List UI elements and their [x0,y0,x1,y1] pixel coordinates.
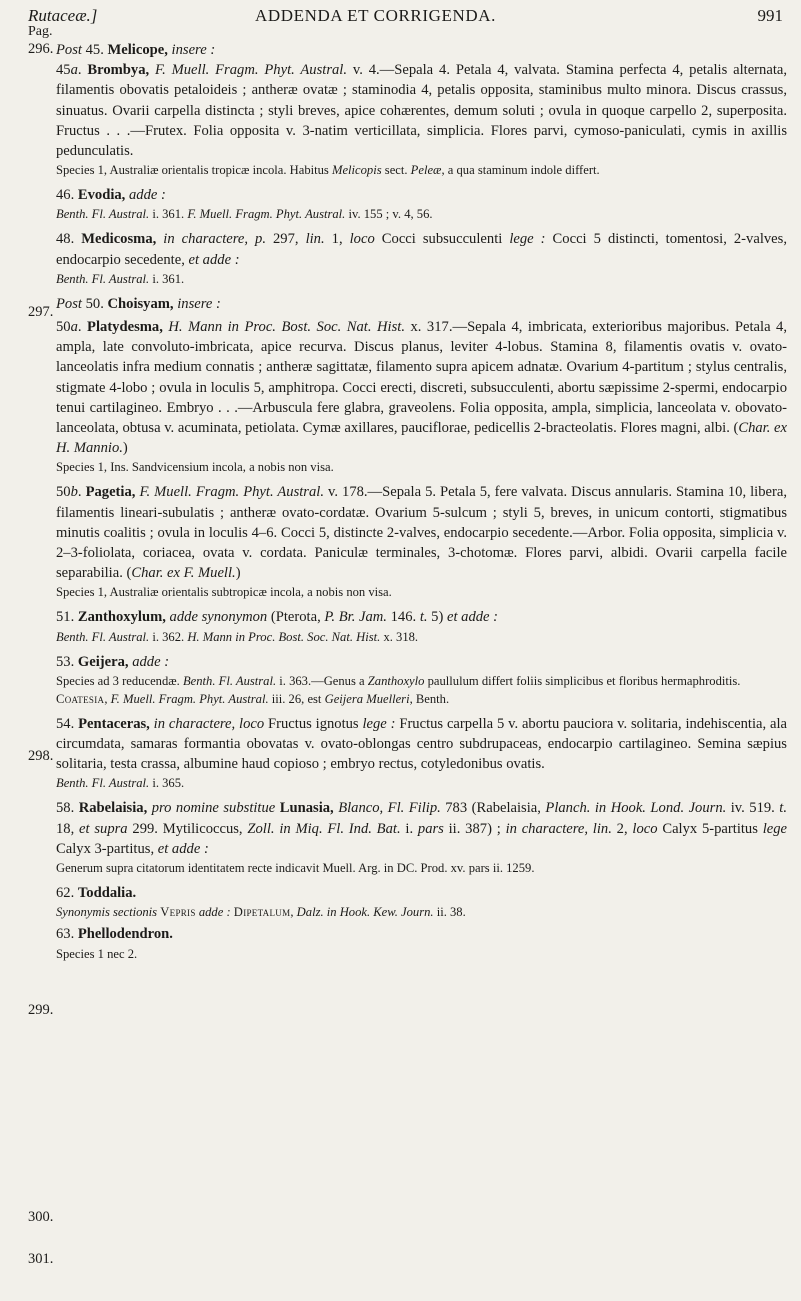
entry-medicosma: 48. Medicosma, in charactere, p. 297, lin. 1, loco Cocci subsucculenti lege : Cocci 5 distincti, tomentosi, 2-valves, endocarpio secedente, et adde : [56,231,787,268]
running-header [28,0,783,30]
entry-rabelaisia-note: Generum supra citatorum identitatem recte indicavit Muell. Arg. in DC. Prod. xv. pars ii. 1259. [56,861,535,876]
entry-evodia-note: Benth. Fl. Austral. i. 361. F. Muell. Fragm. Phyt. Austral. iv. 155 ; v. 4, 56. [56,207,433,222]
entry-geijera-note: Species ad 3 reducendæ. Benth. Fl. Austral. i. 363.—Genus a Zanthoxylo paullulum differt foliis simplicibus et floribus hermaphroditis. [56,673,741,688]
entries-column [56,40,787,963]
entry-post-50: Post 50. Choisyam, insere : [56,295,221,312]
header-page-number: 991 [757,6,783,25]
entry-pentaceras: 54. Pentaceras, in charactere, loco Fructus ignotus lege : Fructus carpella 5 v. abortu pauciora v. solitaria, indehiscentia, ala circumdata, samaras formantia obovatas v. ovato-oblongas centro subdrupaceas, endocarpio cartilagineo. Semina sæpius solitaria, testa crassa, albumine haud copioso ; embryo rectus, cotyledonibus ovatis. [56,715,787,773]
entry-rabelaisia: 58. Rabelaisia, pro nomine substitue Lunasia, Blanco, Fl. Filip. 783 (Rabelaisia, Planch. in Hook. Lond. Journ. iv. 519. t. 18, et supra 299. Mytilicoccus, Zoll. in Miq. Fl. Ind. Bat. i. pars ii. 387) ; in charactere, lin. 2, loco Calyx 5-partitus lege Calyx 3-partitus, et adde : [56,800,788,857]
entry-phellodendron: 63. Phellodendron. [56,926,173,943]
entry-zanthoxylum: 51. Zanthoxylum, adde synonymon (Pterota, P. Br. Jam. 146. t. 5) et adde : [56,609,499,626]
entry-zanthoxylum-note: Benth. Fl. Austral. i. 362. H. Mann in Proc. Bost. Soc. Nat. Hist. x. 318. [56,629,419,644]
margin-page-297: 297. [28,304,54,320]
entry-pagetia: 50b. Pagetia, F. Muell. Fragm. Phyt. Austral. v. 178.—Sepala 5. Petala 5, fere valvata. Discus annularis. Stamina 10, libera, filamentis lineari-subulatis ; antheræ ovato-cordatæ. Ovarium 5-sulcum ; styli 5, breves, in unicum contorti, stigmatibus minutis coalitis ; ovula in loculis 4–6. Cocci 5, distincte 2-valves, endocarpio secedente.—Arbor. Folia opposita, simplicia v. 2–3-foliolata, coriacea, ovata v. cordata. Paniculæ terminales, 3-chotomæ. Flores parvi, albidi. Ovarii carpella facile separabilia. (Char. ex F. Muell.) [56,484,788,582]
entry-platydesma: 50a. Platydesma, H. Mann in Proc. Bost. Soc. Nat. Hist. x. 317.—Sepala 4, imbricata, exterioribus majoribus. Petala 4, ampla, late convoluto-imbricata, apice recurva. Discus planus, leviter 4-lobus. Stamina 8, filamentis ovatis v. ovato-lanceolatis infra medium connatis ; antheræ sagittatæ, filamento supra apicem adnatæ. Ovarium 4-partitum ; stylus centralis, stigmate 4-lobo ; ovula in loculis 5, amphitropa. Cocci erecti, discreti, subsucculenti, abortu sæpissime 2-spermi, endocarpio tenui cartilagineo. Embryo . . .—Arbuscula fere glabra, graveolens. Folia opposita, ampla, simplicia, lanceolata v. obovato-lanceolata, obtusa v. acuminata, petiolata. Cymæ axillares, pauciflorae, pedicellis 2-bracteolatis. Flores magni, albi. (Char. ex H. Mannio.) [56,319,788,457]
entry-brombya: 45a. Brombya, F. Muell. Fragm. Phyt. Austral. v. 4.—Sepala 4. Petala 4, valvata. Stamina perfecta 4, petalis alternata, filamentis obovatis petaloideis ; antheræ ovatæ ; staminodia 4, petalis opposita, staminibus multo minora. Discus crassus, sinuatus. Ovarii carpella distincta ; styli breves, apice cohærentes, demum soluti ; ovula in quoque carpello 2, superposita. Fructus . . .—Frutex. Folia opposita v. 3-natim verticillata, simplicia. Flores parvi, cymoso-paniculati, cymis in axillis pedunculatis. [56,62,787,160]
entry-evodia: 46. Evodia, adde : [56,187,166,204]
entry-geijera: 53. Geijera, adde : [56,653,170,670]
entry-brombya-note: Species 1, Australiæ orientalis tropicæ incola. Habitus Melicopis sect. Peleæ, a qua staminum indole differt. [56,163,600,178]
entry-medicosma-note: Benth. Fl. Austral. i. 361. [56,271,185,286]
margin-page-301: 301. [28,1251,54,1267]
pag-label: Pag. [28,24,53,39]
margin-page-298: 298. [28,748,54,764]
header-family: Rutaceæ.] [28,6,98,25]
margin-page-296: 296. [28,41,54,57]
entry-pentaceras-note: Benth. Fl. Austral. i. 365. [56,776,185,791]
entry-pagetia-note: Species 1, Australiæ orientalis subtropicæ incola, a nobis non visa. [56,585,392,600]
header-title: ADDENDA ET CORRIGENDA. [255,6,496,25]
entry-post-45: Post 45. Melicope, insere : [56,42,216,58]
margin-page-300: 300. [28,1209,54,1225]
entry-platydesma-note: Species 1, Ins. Sandvicensium incola, a nobis non visa. [56,460,334,475]
margin-page-299: 299. [28,1002,54,1018]
entry-toddalia: 62. Toddalia. [56,885,137,902]
entry-phellodendron-note: Species 1 nec 2. [56,946,138,961]
entry-toddalia-note: Synonymis sectionis Vepris adde : Dipetalum, Dalz. in Hook. Kew. Journ. ii. 38. [56,905,466,920]
entry-geijera-note-2: Coatesia, F. Muell. Fragm. Phyt. Austral. iii. 26, est Geijera Muelleri, Benth. [56,691,450,706]
